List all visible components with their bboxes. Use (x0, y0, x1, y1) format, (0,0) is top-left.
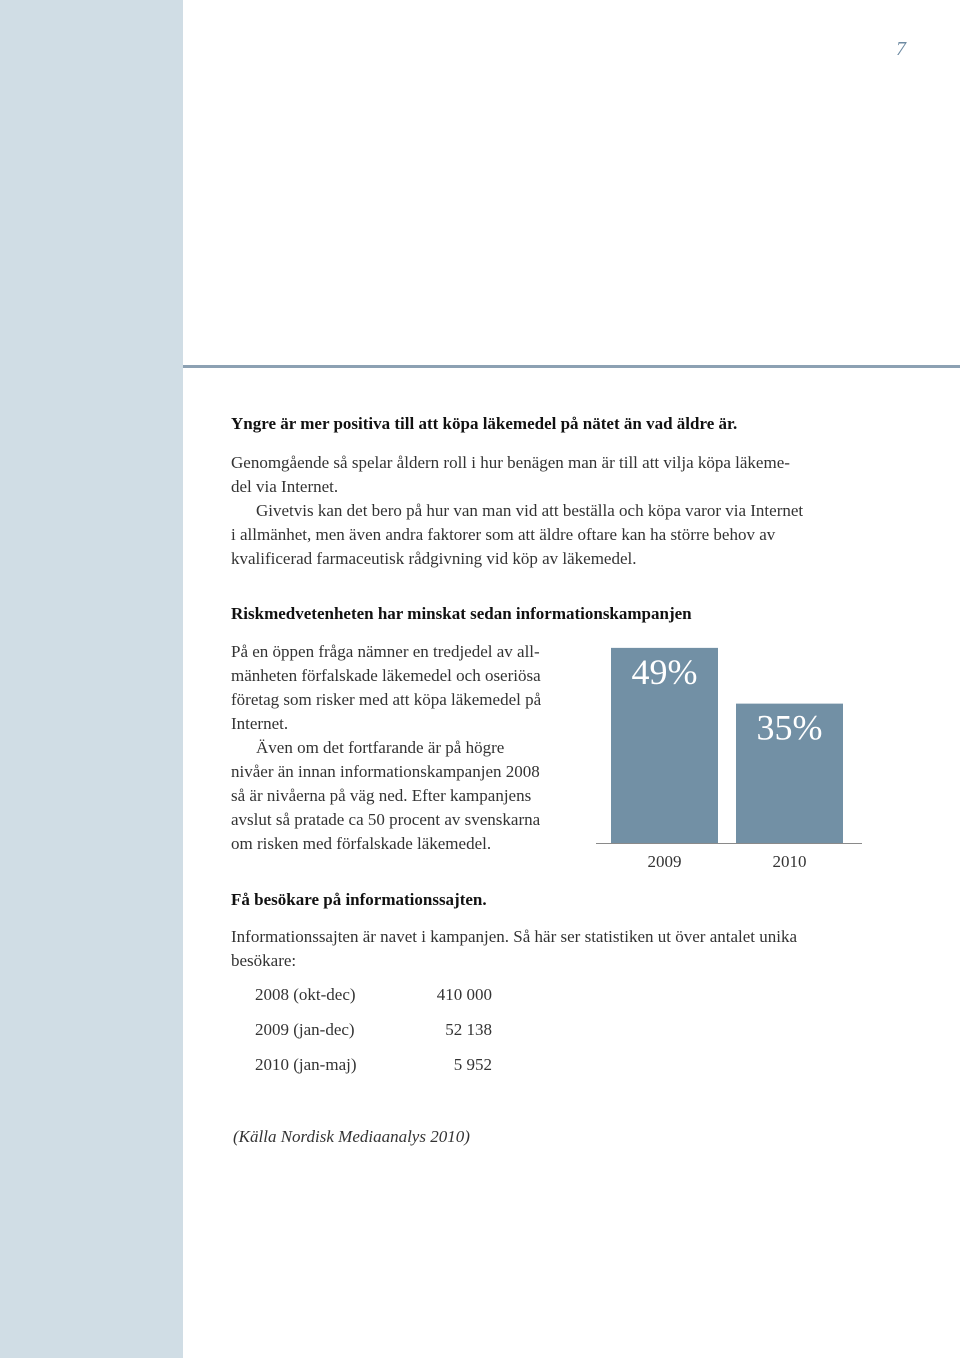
paragraph-line: kvalificerad farmaceutisk rådgivning vid köp av läkemedel. (231, 549, 637, 568)
stats-period: 2010 (jan-maj) (255, 1055, 357, 1074)
section1-heading: Yngre är mer positiva till att köpa läkemedel på nätet än vad äldre är. (231, 414, 738, 433)
paragraph-line: besökare: (231, 951, 297, 970)
stats-row (255, 985, 492, 1005)
paragraph-line: Givetvis kan det bero på hur van man vid att beställa och köpa varor via Internet (256, 501, 804, 520)
page-number: 7 (896, 38, 906, 60)
paragraph-line: del via Internet. (231, 477, 339, 496)
paragraph-line: om risken med förfalskade läkemedel. (231, 834, 492, 853)
sidebar-band (0, 0, 183, 1358)
x-tick-label: 2009 (647, 852, 682, 871)
paragraph-line: Informationssajten är navet i kampanjen. Så här ser statistiken ut över antalet unika (231, 927, 798, 946)
stats-period: 2009 (jan-dec) (255, 1020, 355, 1039)
stats-period: 2008 (okt-dec) (255, 985, 356, 1004)
paragraph-line: På en öppen fråga nämner en tredjedel av all- (231, 642, 540, 661)
stats-count: 52 138 (445, 1020, 492, 1039)
stats-count: 5 952 (453, 1055, 492, 1074)
paragraph-line: så är nivåerna på väg ned. Efter kampanjens (231, 786, 532, 805)
paragraph-line: i allmänhet, men även andra faktorer som att äldre oftare kan ha större behov av (231, 525, 776, 544)
section3-heading: Få besökare på informationssajten. (231, 890, 487, 909)
section2-heading: Riskmedvetenheten har minskat sedan informationskampanjen (231, 604, 692, 623)
paragraph-line: Även om det fortfarande är på högre (256, 738, 505, 757)
stats-row (255, 1055, 492, 1075)
paragraph-line: avslut så pratade ca 50 procent av svenskarna (231, 810, 541, 829)
source-note: (Källa Nordisk Mediaanalys 2010) (233, 1127, 470, 1146)
paragraph-line: nivåer än innan informationskampanjen 2008 (231, 762, 540, 781)
bar-value-label: 49% (631, 651, 698, 692)
paragraph-line: mänheten förfalskade läkemedel och oseriösa (231, 666, 541, 685)
section1-paragraph (231, 451, 803, 571)
bar-chart (596, 620, 862, 875)
paragraph-line: företag som risker med att köpa läkemedel på (231, 690, 542, 709)
stats-row (255, 1020, 492, 1040)
paragraph-line: Internet. (231, 714, 289, 733)
bar-value-label: 35% (756, 707, 823, 748)
section3-paragraph (231, 925, 797, 973)
stats-count: 410 000 (436, 985, 492, 1004)
x-tick-label: 2010 (772, 852, 807, 871)
header-rule (183, 365, 960, 368)
paragraph-line: Genomgående så spelar åldern roll i hur benägen man är till att vilja köpa läkeme- (231, 453, 790, 472)
section2-paragraph (231, 640, 541, 856)
